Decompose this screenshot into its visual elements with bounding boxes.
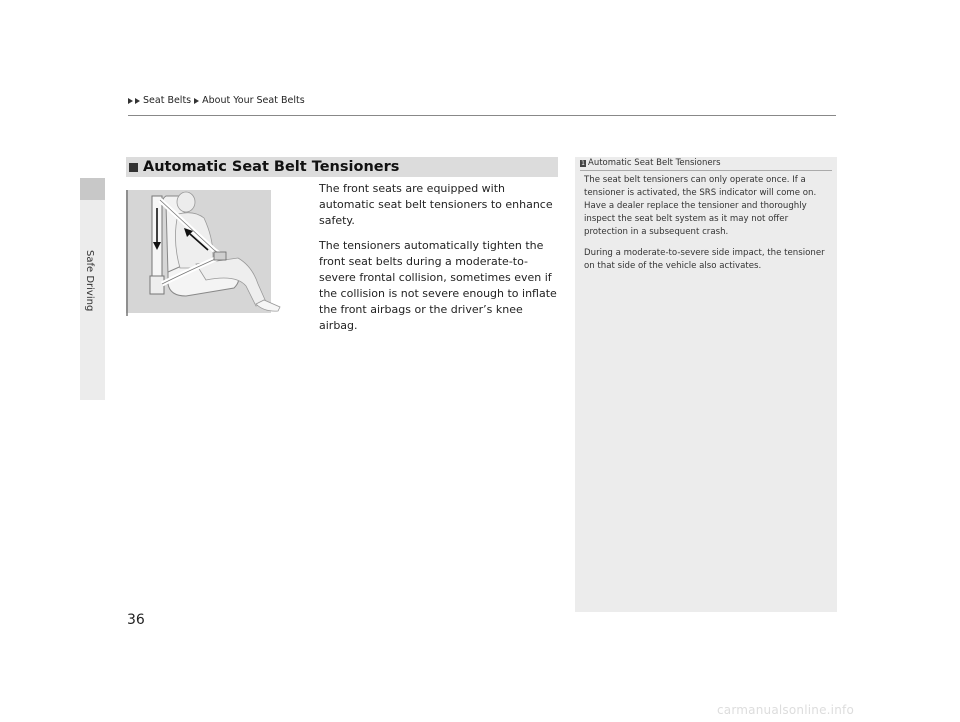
watermark: carmanualsonline.info [717,703,854,717]
body-paragraph-1: The front seats are equipped with automatic seat belt tensioners to enhance safety. [319,182,553,227]
note-title [580,158,721,168]
breadcrumb-item-seat-belts[interactable]: Seat Belts [143,95,192,106]
note-marker-icon: 1 [581,159,585,167]
arrow-right-icon [128,98,133,104]
header-divider [128,115,836,116]
section-heading-text: Automatic Seat Belt Tensioners [143,159,400,175]
breadcrumb-item-about-seat-belts[interactable]: About Your Seat Belts [202,95,305,106]
arrow-right-icon [135,98,140,104]
arrow-right-icon [194,98,199,104]
breadcrumb [128,95,305,106]
note-paragraph-2: During a moderate-to-severe side impact, the tensioner on that side of the vehicle also activates. [584,248,825,271]
note-title-text: Automatic Seat Belt Tensioners [588,158,721,168]
square-bullet-icon [129,163,138,172]
note-divider [580,170,832,171]
section-body [319,181,559,343]
seat-belt-tensioner-illustration [126,184,306,319]
section-tab-marker [80,178,105,200]
note-body [584,174,829,281]
page-number: 36 [127,612,145,628]
section-heading [126,157,558,177]
note-paragraph-1: The seat belt tensioners can only operate once. If a tensioner is activated, the SRS indicator will come on. Have a dealer replace the tensioner and thoroughly inspect the seat belt system as it may not offer protection in a subsequent crash. [584,175,817,237]
body-paragraph-2: The tensioners automatically tighten the front seat belts during a moderate-to-severe frontal collision, sometimes even if the collision is not severe enough to inflate the front airbags or the driver’s knee airbag. [319,239,557,332]
note-panel [575,157,837,612]
section-label: Safe Driving [84,250,95,312]
